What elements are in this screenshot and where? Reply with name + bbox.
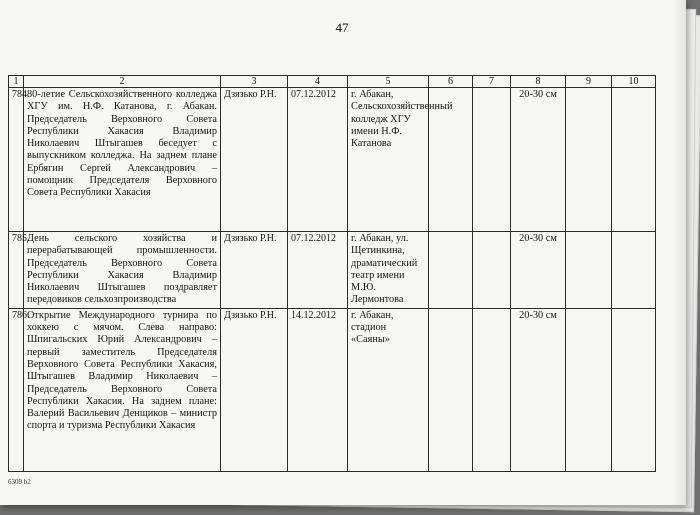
row-number: 785. <box>9 232 24 309</box>
row-cell-6 <box>429 232 473 309</box>
table-row <box>9 308 656 471</box>
table-row <box>9 232 656 309</box>
row-cell-9 <box>566 308 612 471</box>
row-description: День сельского хозяйства и перерабатывающей промышленности. Председатель Верховного Совета Республики Хакасия Владимир Николаевич Штыгашев поздравляет передовиков сельхозпроизводства <box>24 232 221 309</box>
row-size: 20-30 см <box>511 308 566 471</box>
row-place: г. Абакан, стадион «Саяны» <box>348 308 429 471</box>
row-cell-10 <box>612 232 656 309</box>
column-header: 6 <box>429 76 473 88</box>
row-place: г. Абакан, Сельскохозяйственный колледж ХГУ имени Н.Ф. Катанова <box>348 88 429 232</box>
row-number: 784. <box>9 88 24 232</box>
row-description: Открытие Международного турнира по хоккею с мячом. Слева направо: Шпигальских Юрий Александрович – первый заместитель Председателя Верховного Совета Республики Хакасия, Штыгашев Владимир Николаевич – Председатель Верховного Совета Республики Хакасия. На заднем плане: Валерий Васильевич Денщиков – министр спорта и туризма Республики Хакасия <box>24 308 221 471</box>
row-place: г. Абакан, ул. Щетинкина, драматический театр имени М.Ю. Лермонтова <box>348 232 429 309</box>
column-header: 5 <box>348 76 429 88</box>
column-header: 10 <box>612 76 656 88</box>
row-cell-10 <box>612 88 656 232</box>
row-cell-6 <box>429 308 473 471</box>
table-row <box>9 88 656 232</box>
row-author: Дзязько Р.Н. <box>221 88 288 232</box>
row-cell-7 <box>473 232 511 309</box>
row-cell-9 <box>566 88 612 232</box>
column-header: 7 <box>473 76 511 88</box>
column-header: 8 <box>511 76 566 88</box>
register-table <box>8 75 656 472</box>
footer-code: 6309 b2 <box>8 478 31 486</box>
page-edge-shade <box>672 0 686 505</box>
page-number: 47 <box>335 20 349 35</box>
row-cell-9 <box>566 232 612 309</box>
row-cell-10 <box>612 308 656 471</box>
row-cell-7 <box>473 88 511 232</box>
row-author: Дзязько Р.Н. <box>221 308 288 471</box>
row-description: 80-летие Сельскохозяйственного колледжа ХГУ им. Н.Ф. Катанова, г. Абакан. Председатель Верховного Совета Республики Хакасия Владимир Николаевич Штыгашев беседует с выпускником колледжа. На заднем плане Ербягин Сергей Александрович – помощник Председателя Верховного Совета Республики Хакасия <box>24 88 221 232</box>
row-date: 07.12.2012 <box>288 232 348 309</box>
row-author: Дзязько Р.Н. <box>221 232 288 309</box>
column-header: 1 <box>9 76 24 88</box>
column-header: 9 <box>566 76 612 88</box>
column-header: 3 <box>221 76 288 88</box>
row-date: 14.12.2012 <box>288 308 348 471</box>
row-number: 786. <box>9 308 24 471</box>
row-size: 20-30 см <box>511 88 566 232</box>
row-date: 07.12.2012 <box>288 88 348 232</box>
column-number-row <box>9 76 656 88</box>
row-size: 20-30 см <box>511 232 566 309</box>
row-cell-7 <box>473 308 511 471</box>
column-header: 2 <box>24 76 221 88</box>
column-header: 4 <box>288 76 348 88</box>
